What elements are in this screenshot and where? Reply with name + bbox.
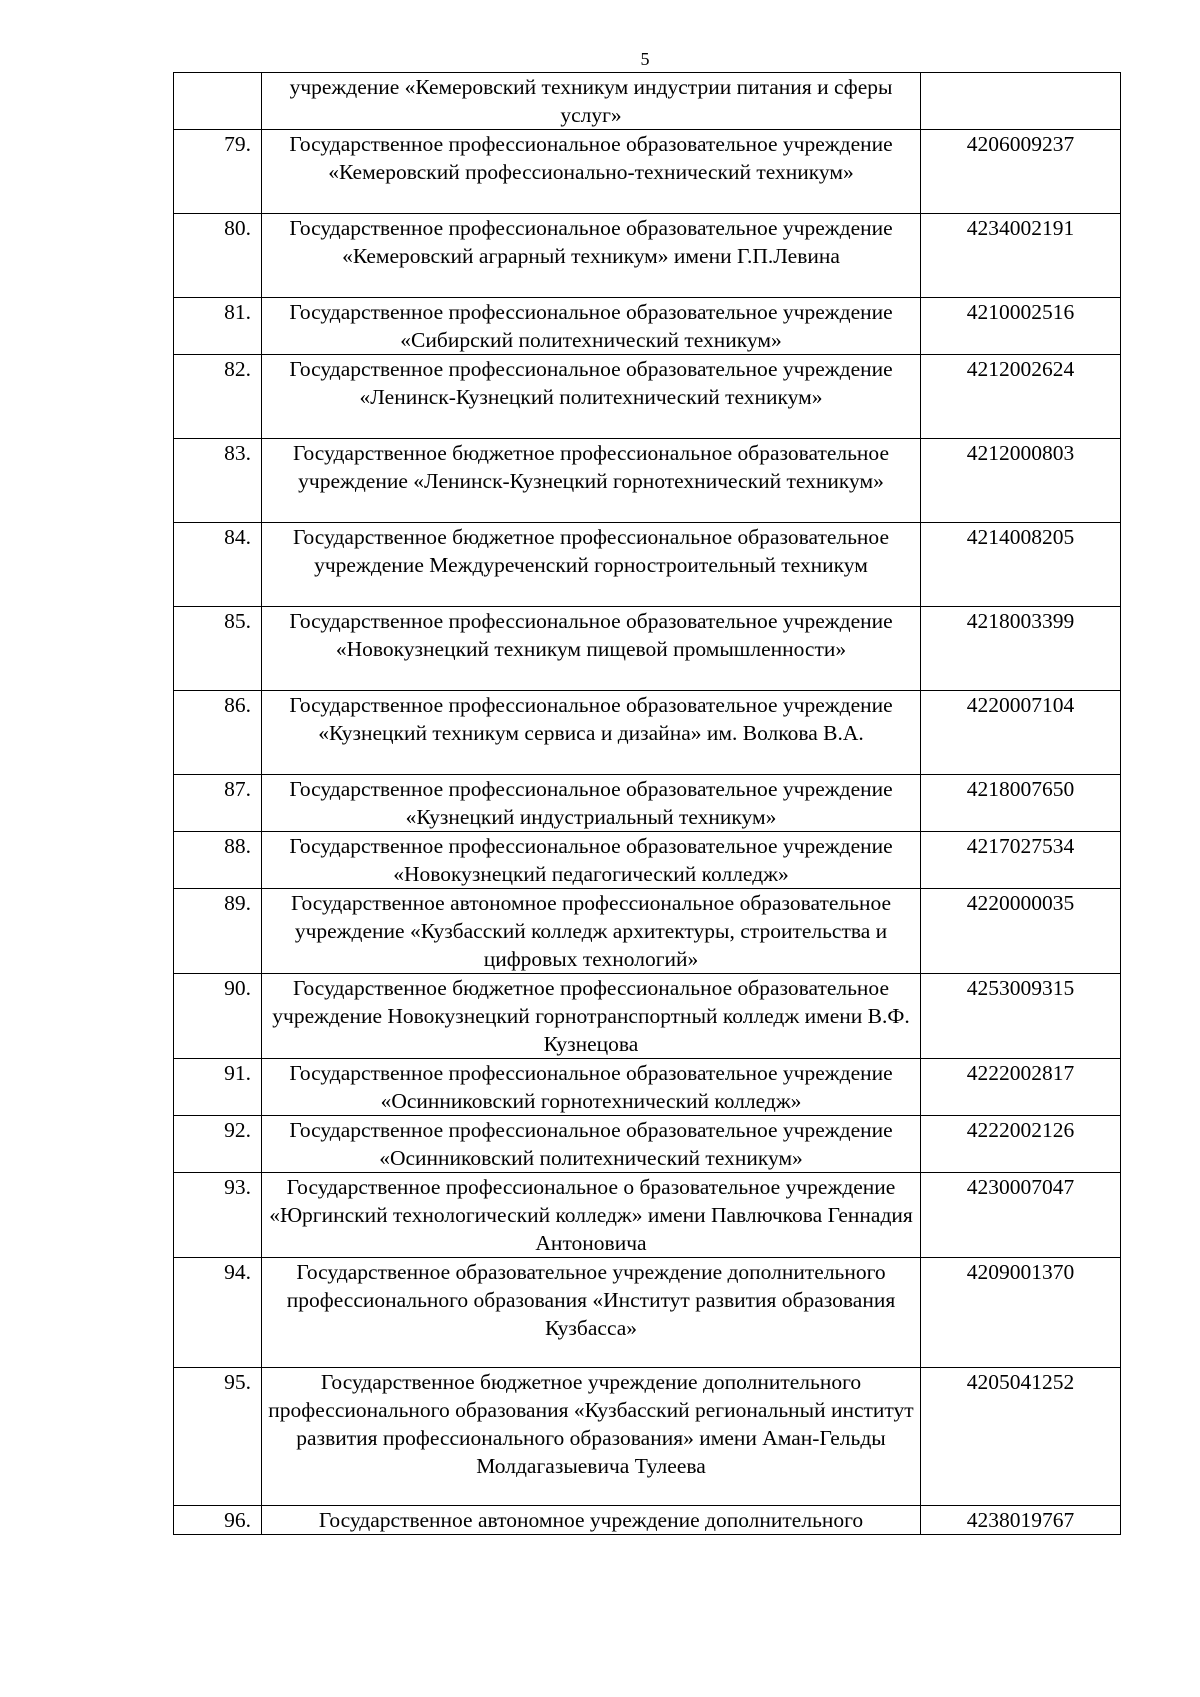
institution-inn: 4205041252 [921,1368,1121,1506]
institution-name: Государственное профессиональное образовательное учреждение «Кузнецкий индустриальный техникум» [262,775,921,832]
table-row [174,523,1121,607]
institution-inn: 4217027534 [921,832,1121,889]
row-number: 85. [174,607,262,691]
institution-name: Государственное профессиональное образовательное учреждение «Новокузнецкий техникум пищевой промышленности» [262,607,921,691]
row-number: 80. [174,214,262,298]
row-number: 82. [174,355,262,439]
table-row [174,355,1121,439]
institution-name: Государственное бюджетное учреждение дополнительного профессионального образования «Кузбасский региональный институт развития профессионального образования» имени Аман-Гельды Молдагазыевича Тулеева [262,1368,921,1506]
institution-name: Государственное бюджетное профессиональное образовательное учреждение «Ленинск-Кузнецкий горнотехнический техникум» [262,439,921,523]
institution-name: Государственное профессиональное образовательное учреждение «Кузнецкий техникум сервиса и дизайна» им. Волкова В.А. [262,691,921,775]
table-row [174,691,1121,775]
row-number: 96. [174,1506,262,1535]
institution-inn: 4218007650 [921,775,1121,832]
institution-inn: 4212002624 [921,355,1121,439]
row-number: 79. [174,130,262,214]
institution-name: Государственное профессиональное образовательное учреждение «Осинниковский горнотехнический колледж» [262,1059,921,1116]
institution-inn: 4218003399 [921,607,1121,691]
row-number: 86. [174,691,262,775]
row-number: 89. [174,889,262,974]
institution-inn: 4234002191 [921,214,1121,298]
institution-name: Государственное профессиональное образовательное учреждение «Осинниковский политехнический техникум» [262,1116,921,1173]
institution-name: Государственное профессиональное образовательное учреждение «Новокузнецкий педагогический колледж» [262,832,921,889]
table-row [174,1116,1121,1173]
institution-name: Государственное профессиональное образовательное учреждение «Кемеровский профессионально-технический техникум» [262,130,921,214]
row-number: 93. [174,1173,262,1258]
institution-inn: 4222002817 [921,1059,1121,1116]
institution-name: Государственное профессиональное о бразовательное учреждение «Юргинский технологический колледж» имени Павлючкова Геннадия Антоновича [262,1173,921,1258]
table-row [174,775,1121,832]
institution-name: Государственное автономное учреждение дополнительного [262,1506,921,1535]
table-row [174,607,1121,691]
institution-inn: 4214008205 [921,523,1121,607]
row-number: 81. [174,298,262,355]
table-row [174,1258,1121,1368]
row-number: 87. [174,775,262,832]
institution-inn: 4238019767 [921,1506,1121,1535]
row-number: 88. [174,832,262,889]
institution-name: Государственное образовательное учреждение дополнительного профессионального образования «Институт развития образования Кузбасса» [262,1258,921,1368]
institution-inn: 4220007104 [921,691,1121,775]
institution-inn: 4210002516 [921,298,1121,355]
table-row [174,298,1121,355]
institutions-table [173,72,1121,1535]
institution-inn: 4212000803 [921,439,1121,523]
institution-name: Государственное автономное профессиональное образовательное учреждение «Кузбасский колледж архитектуры, строительства и цифровых технологий» [262,889,921,974]
table-row [174,974,1121,1059]
row-number: 94. [174,1258,262,1368]
institution-inn: 4230007047 [921,1173,1121,1258]
row-number: 83. [174,439,262,523]
table-row [174,439,1121,523]
table-row [174,73,1121,130]
table-row [174,1059,1121,1116]
row-number: 95. [174,1368,262,1506]
row-number: 90. [174,974,262,1059]
institution-inn: 4222002126 [921,1116,1121,1173]
row-number [174,73,262,130]
table-row [174,1173,1121,1258]
institution-name: учреждение «Кемеровский техникум индустрии питания и сферы услуг» [262,73,921,130]
table-row [174,130,1121,214]
table-row [174,889,1121,974]
row-number: 91. [174,1059,262,1116]
table-row [174,1506,1121,1535]
institution-name: Государственное профессиональное образовательное учреждение «Ленинск-Кузнецкий политехнический техникум» [262,355,921,439]
table-row [174,832,1121,889]
page-number: 5 [640,49,650,69]
institution-name: Государственное профессиональное образовательное учреждение «Кемеровский аграрный техникум» имени Г.П.Левина [262,214,921,298]
institution-name: Государственное бюджетное профессиональное образовательное учреждение Междуреченский горностроительный техникум [262,523,921,607]
institution-inn: 4220000035 [921,889,1121,974]
institution-name: Государственное бюджетное профессиональное образовательное учреждение Новокузнецкий горнотранспортный колледж имени В.Ф. Кузнецова [262,974,921,1059]
institution-inn: 4206009237 [921,130,1121,214]
institution-name: Государственное профессиональное образовательное учреждение «Сибирский политехнический техникум» [262,298,921,355]
row-number: 84. [174,523,262,607]
institution-inn [921,73,1121,130]
institution-inn: 4253009315 [921,974,1121,1059]
institution-inn: 4209001370 [921,1258,1121,1368]
table-row [174,214,1121,298]
table-row [174,1368,1121,1506]
row-number: 92. [174,1116,262,1173]
